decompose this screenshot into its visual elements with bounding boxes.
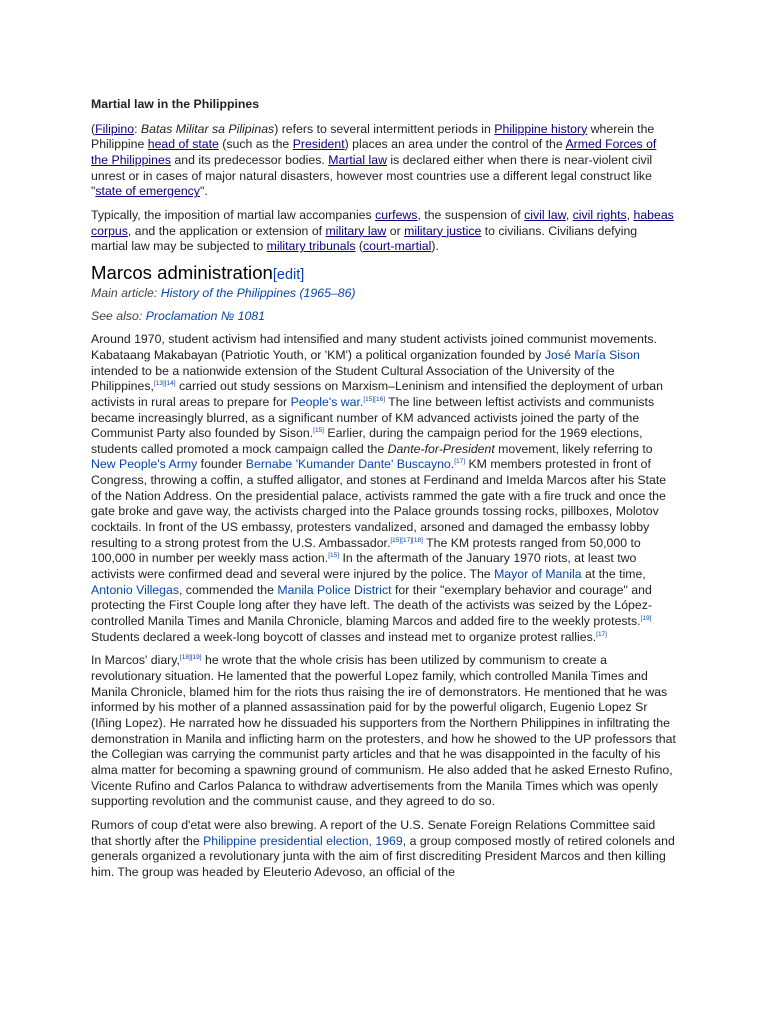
text-run: , commended the [178, 582, 278, 597]
text-run: , and the application or extension of [127, 223, 326, 238]
inline-link[interactable]: . [359, 394, 364, 409]
inline-link[interactable]: Philippine history [494, 121, 588, 136]
inline-link[interactable]: New People's Army [91, 457, 198, 472]
inline-link[interactable]: civil law [524, 207, 566, 222]
text-run: The KM protests ranged from 50,000 to 100,000 in number per weekly mass action. [91, 535, 641, 566]
text-run: KM members protested in front of Congress, throwing a coffin, a stuffed alligator, and stones at Ferdinand and Imelda Marcos after his State of the Nation Address. On the presidential palace, activists rammed the gate with a fire truck and once the gate broke and gave way, the activists charged into the Palace grounds tossing rocks, pillboxes, Molotov cocktails. In front of the US embassy, protesters vandalized, arsoned and damaged the embassy lobby resulting to a strong protest from the U.S. Ambassador. [91, 457, 667, 550]
text-run: he wrote that the whole crisis has been utilized by communism to create a revolutionary situation. He lamented that the powerful Lopez family, which controlled Manila Times and Manila Chronicle, blamed him for the riots thus raising the ire of demonstrators. He mentioned that he was informed by his mother of a planned assassination paid for by the powerful oligarch, Eugenio Lopez Sr (Iñing Lopez). He narrated how he dissuaded his supporters from the Northern Philippines in infiltrating the demonstration in Manila and inflicting harm on the protesters, and how he showed to the UP professors that the Collegian was carrying the communist party articles and that he was disappointed in the faculty of his alma matter for becoming a spawning ground of communism. He also added that he asked Ernesto Rufino, Vicente Rufino and Carlos Palanca to withdraw advertisements from the Manila Times which was openly supporting revolution and the communist cause, and they agreed to do so. [91, 653, 676, 809]
inline-link[interactable]: military tribunals [266, 239, 356, 254]
inline-link[interactable]: People's war [290, 394, 360, 409]
inline-link[interactable]: habeas corpus [91, 207, 674, 238]
inline-link[interactable]: Filipino [95, 121, 135, 136]
citation-ref[interactable]: [15][16] [363, 395, 386, 403]
text-run: or [386, 223, 405, 238]
text-run: Rumors of coup d'etat were also brewing. A report of the U.S. Senate Foreign Relations Committee said that shortly after the [91, 817, 656, 848]
text-run: Typically, the imposition of martial law accompanies [91, 207, 376, 222]
text-run: wherein the Philippine [91, 121, 655, 152]
text-run: ( [355, 239, 364, 254]
text-run: intended to be a nationwide extension of the Student Cultural Association of the University of the Philippines, [91, 363, 615, 394]
inline-link[interactable]: Bernabe 'Kumander Dante' Buscayno [245, 457, 451, 472]
text-run: In Marcos' diary, [91, 653, 180, 668]
inline-link[interactable]: Antonio Villegas [91, 582, 179, 597]
inline-link[interactable]: civil rights [572, 207, 627, 222]
section-heading [91, 262, 676, 286]
text-run: movement, likely referring to [494, 441, 653, 456]
text-run: (such as the [218, 137, 293, 152]
main-article-label: Main article: [91, 285, 161, 300]
citation-ref[interactable]: [18][19] [179, 654, 202, 662]
text-run: : [134, 121, 141, 136]
see-also-label: See also: [91, 308, 146, 323]
inline-link[interactable]: Armed Forces of the Philippines [91, 137, 657, 167]
citation-ref[interactable]: [13][14] [153, 380, 176, 388]
citation-ref[interactable]: [17] [454, 458, 466, 466]
see-also-hatnote [91, 309, 676, 325]
document-title: Martial law in the Philippines [91, 97, 260, 111]
text-run: Around 1970, student activism had intensified and many student activists joined communist movements. Kabataang Makabayan (Patriotic Youth, or 'KM') a political organization founded by [91, 332, 657, 362]
italic-text: Dante-for-President [387, 441, 495, 456]
inline-link[interactable]: President [292, 137, 345, 152]
citation-ref[interactable]: [15] [328, 552, 340, 560]
see-also-link[interactable]: Proclamation № 1081 [145, 308, 265, 323]
text-run: , [626, 207, 634, 222]
text-run: In the aftermath of the January 1970 riots, at least two activists were confirmed dead and several were injured by the police. The [91, 551, 637, 582]
intro-paragraph-2 [91, 208, 676, 255]
inline-link[interactable]: military law [325, 223, 387, 238]
inline-link[interactable]: Martial law [328, 152, 387, 167]
main-article-link[interactable]: History of the Philippines (1965–86) [160, 285, 356, 300]
citation-ref[interactable]: [17] [596, 630, 607, 638]
text-run: ) refers to several intermittent periods in [274, 121, 495, 136]
text-run: Students declared a week-long boycott of classes and instead met to organize protest rallies. [91, 629, 597, 644]
article-content [91, 97, 676, 889]
text-run: to civilians. Civilians defying martial law may be subjected to [91, 223, 638, 254]
citation-ref[interactable]: [15][17][18] [390, 536, 423, 544]
text-run: is declared either when there is near-violent civil unrest or in cases of major natural disasters, however most countries use a different legal construct like " [91, 152, 653, 199]
text-run: The line between leftist activists and communists became increasingly blurred, as a significant number of KM advanced activists joined the party of the Communist Party also founded by Sison. [91, 394, 655, 441]
intro-paragraph-1 [91, 122, 676, 200]
text-run: ". [199, 184, 208, 199]
text-run: ) places an area under the control of the [344, 137, 566, 152]
text-run: for their "exemplary behavior and courage" and protecting the First Couple long after they have left. The death of the activists was seized by the López-controlled Manila Times and Manila Chronicle, blaming Marcos and added fire to the weekly protests. [91, 582, 652, 629]
text-run: Earlier, during the campaign period for the 1969 elections, students called promoted a mock campaign called the [91, 426, 643, 456]
body-paragraph-3 [91, 818, 676, 881]
text-run: , the suspension of [417, 207, 525, 222]
text-run: and its predecessor bodies. [170, 152, 329, 167]
inline-link[interactable]: head of state [147, 137, 219, 152]
text-run: ( [91, 121, 96, 136]
text-run: at the time, [581, 567, 646, 582]
inline-link[interactable]: curfews [375, 207, 418, 222]
text-run: , a group composed mostly of retired colonels and generals organized a revolutionary junta with the aim of first discrediting President Marcos and then killing him. The group was headed by Eleuterio Adevoso, an official of the [91, 833, 675, 879]
text-run: carried out study sessions on Marxism–Leninism and intensified the deployment of urban activists in rural areas to prepare for [91, 379, 663, 409]
section-heading-text: Marcos administration [91, 261, 273, 283]
inline-link[interactable]: Manila Police District [277, 582, 392, 597]
inline-link[interactable]: state of emergency [95, 184, 200, 199]
text-run: ). [431, 239, 439, 254]
inline-link[interactable]: . [450, 457, 455, 472]
italic-text: Batas Militar sa Pilipinas [140, 121, 275, 136]
citation-ref[interactable]: [15] [313, 427, 324, 435]
inline-link[interactable]: military justice [404, 223, 482, 238]
body-paragraph-1 [91, 332, 676, 645]
text-run: founder [197, 457, 246, 472]
body-paragraph-2 [91, 653, 676, 810]
citation-ref[interactable]: [19] [640, 615, 652, 623]
text-run: , [565, 207, 573, 222]
main-article-hatnote [91, 286, 676, 302]
inline-link[interactable]: Mayor of Manila [494, 567, 582, 582]
inline-link[interactable]: José María Sison [544, 347, 640, 362]
inline-link[interactable]: Philippine presidential election, 1969 [203, 833, 403, 848]
edit-link[interactable]: [edit] [272, 266, 305, 283]
inline-link[interactable]: court-martial [363, 239, 432, 254]
